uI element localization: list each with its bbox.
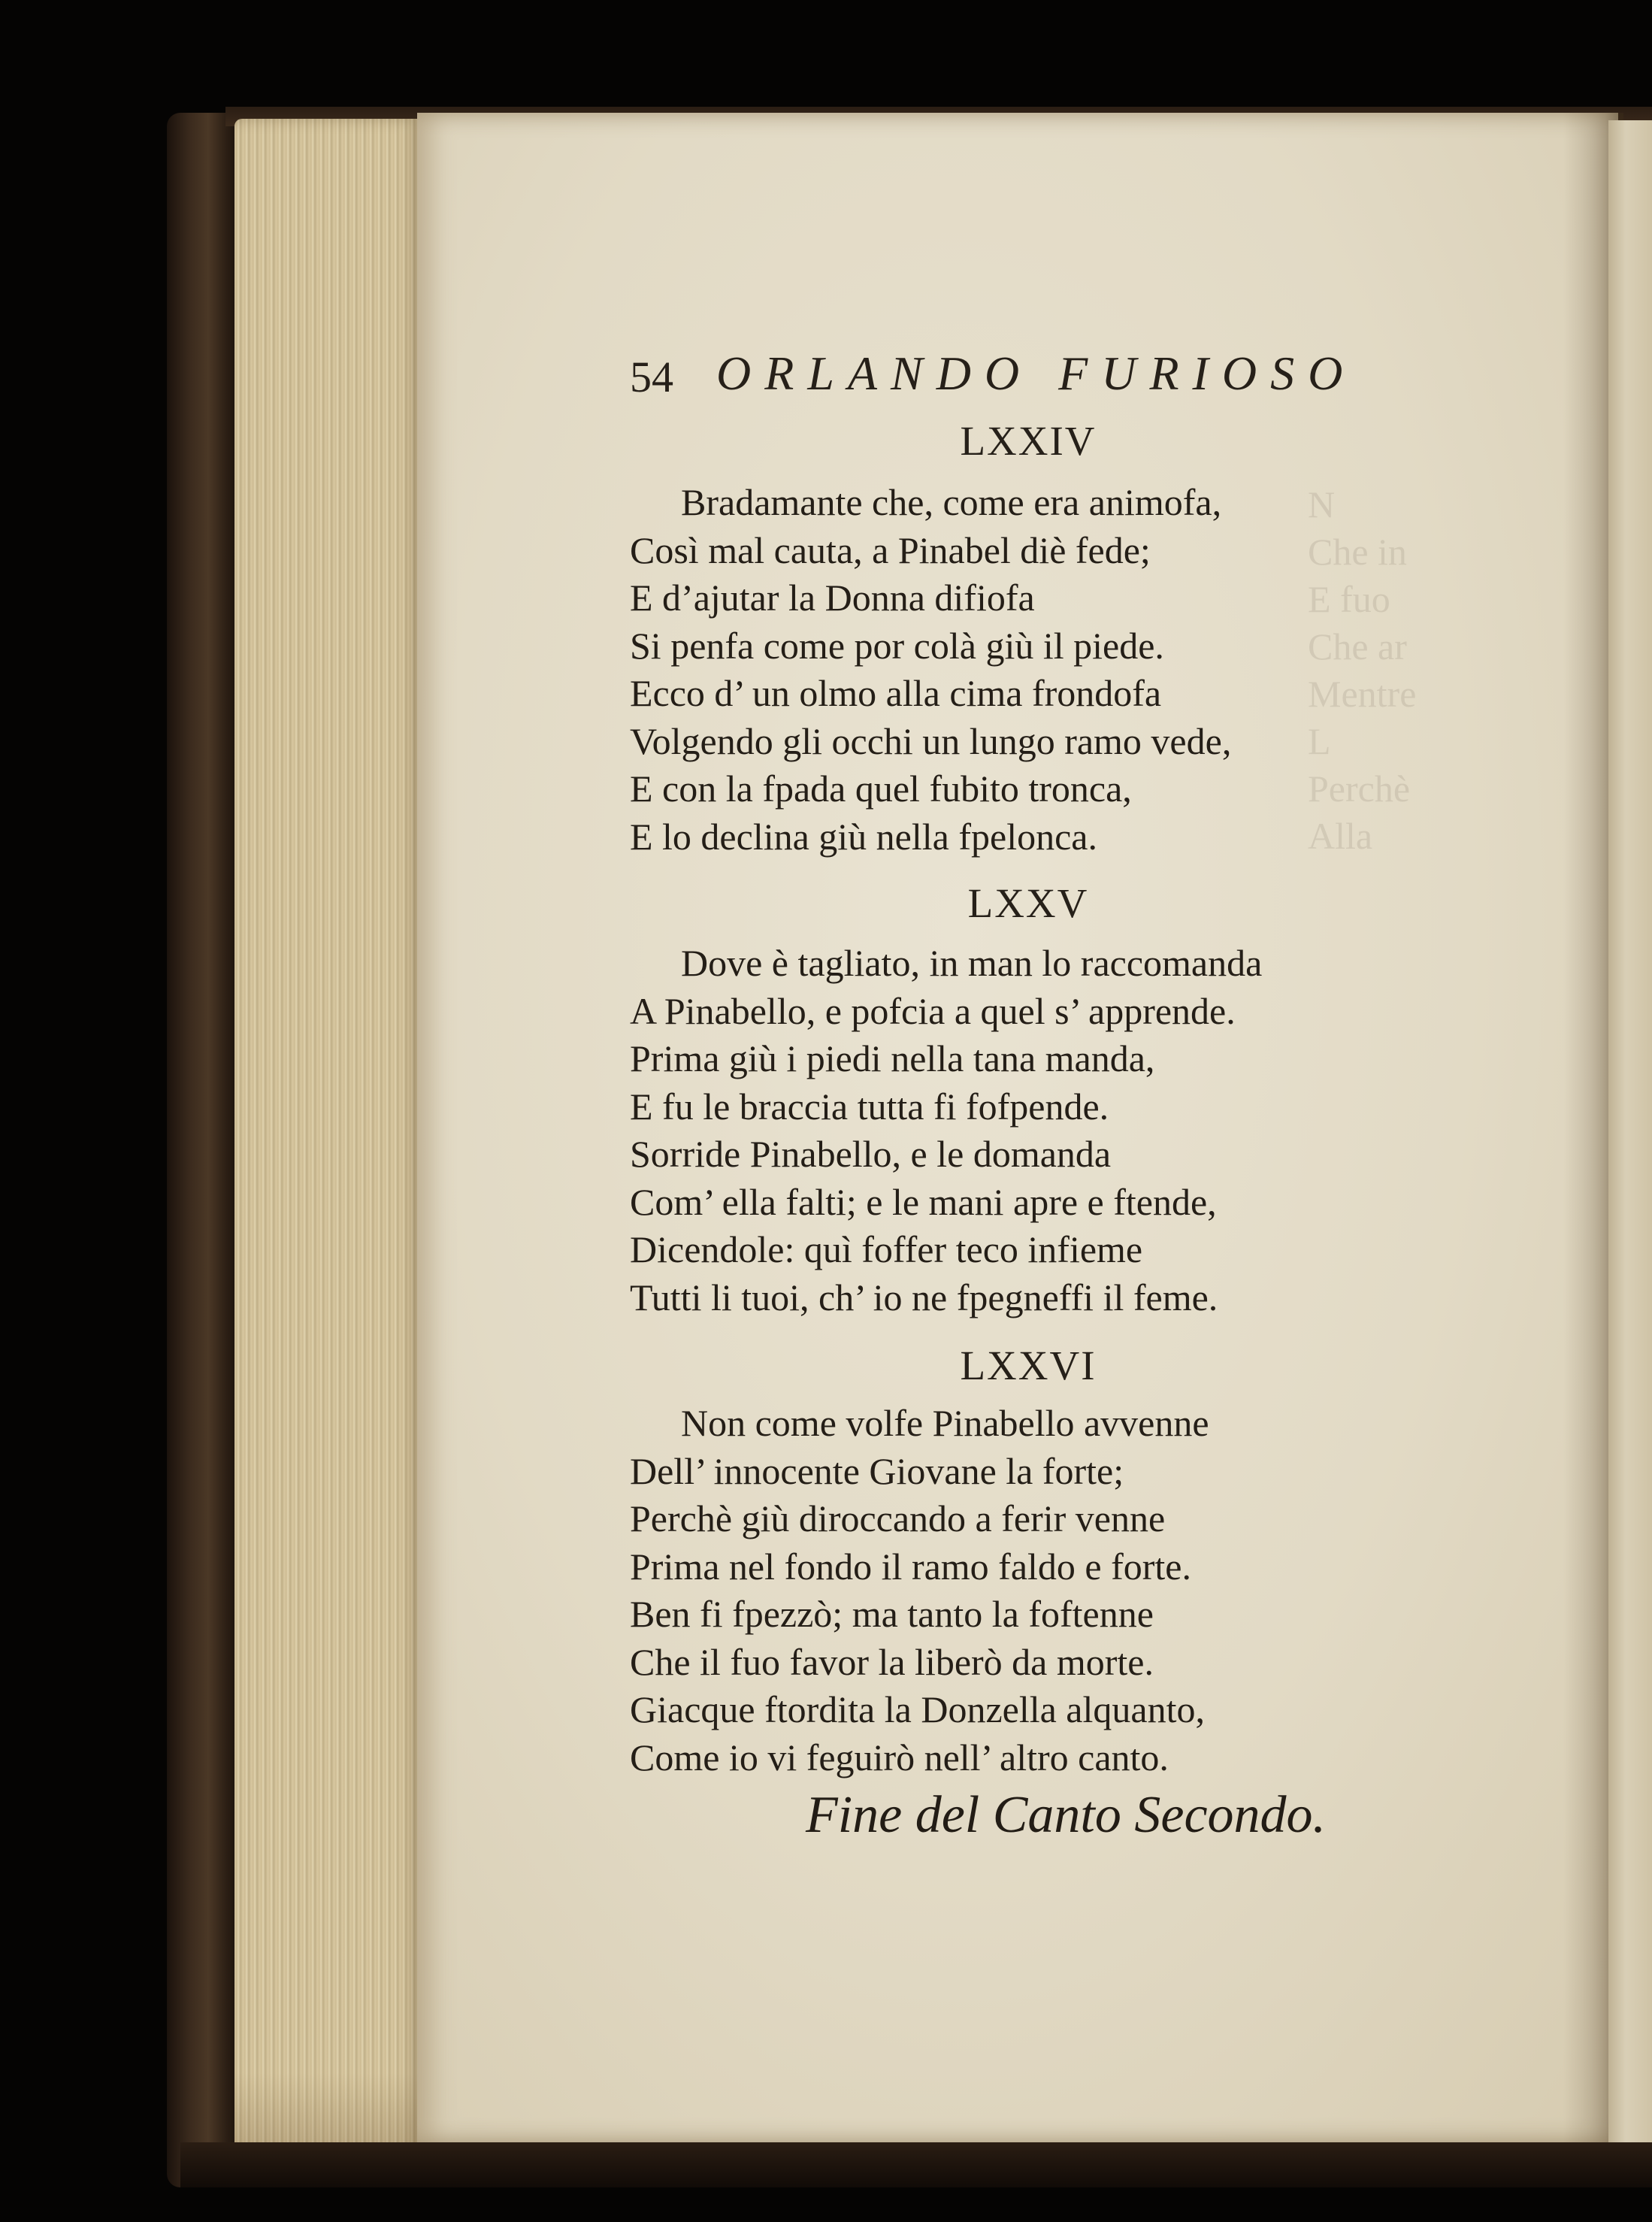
- stanza-verse: [630, 479, 1502, 861]
- verse-line: Giacque ftordita la Donzella alquanto,: [630, 1688, 1205, 1730]
- leather-binding: [167, 113, 242, 2187]
- verse-line: Perchè giù diroccando a ferir venne: [630, 1497, 1166, 1539]
- verse-line: Si penfa come por colà giù il piede.: [630, 624, 1164, 667]
- verse-line: Così mal cauta, a Pinabel diè fede;: [630, 528, 1151, 571]
- verse-line: E con la fpada quel fubito tronca,: [630, 767, 1132, 810]
- verse-line: Bradamante che, come era animofa,: [681, 481, 1222, 523]
- facing-page-sliver: [1608, 120, 1652, 2142]
- page-block-edges: [234, 119, 421, 2163]
- verse-line: Dove è tagliato, in man lo raccomanda: [681, 942, 1263, 984]
- running-title: ORLANDO FURIOSO: [716, 347, 1357, 400]
- verse-line: E fu le braccia tutta fi fofpende.: [630, 1085, 1109, 1128]
- verse-line: Ben fi fpezzò; ma tanto la foftenne: [630, 1593, 1154, 1635]
- verse-line: Com’ ella falti; e le mani apre e ftende,: [630, 1180, 1217, 1223]
- show-through-texture: N Che in E fuo Che ar Mentre L Perchè Alla: [1308, 483, 1417, 857]
- colophon: Fine del Canto Secondo.: [805, 1786, 1327, 1844]
- verse-line: Sorride Pinabello, e le domanda: [630, 1133, 1112, 1175]
- verse-line: E lo declina giù nella fpelonca.: [630, 815, 1097, 858]
- verse-line: Ecco d’ un olmo alla cima frondofa: [630, 672, 1162, 714]
- verse-line: Dicendole: quì foffer teco infieme: [630, 1228, 1143, 1270]
- verse-line: A Pinabello, e pofcia a quel s’ apprende.: [630, 989, 1236, 1032]
- verse-line: E d’ajutar la Donna difiofa: [630, 577, 1035, 619]
- verse-line: Prima nel fondo il ramo faldo e forte.: [630, 1545, 1191, 1588]
- verse-line: Prima giù i piedi nella tana manda,: [630, 1037, 1155, 1079]
- verse-line: Come io vi feguirò nell’ altro canto.: [630, 1736, 1169, 1779]
- running-header: [630, 346, 1427, 406]
- stanza-verse: [630, 940, 1502, 1321]
- stanza-number: LXXV: [967, 880, 1089, 926]
- stanza-number: LXXIV: [960, 418, 1097, 464]
- binding-bottom-edge: [180, 2142, 1652, 2187]
- verse-line: Volgendo gli occhi un lungo ramo vede,: [630, 719, 1232, 762]
- verse-line: Non come volfe Pinabello avvenne: [681, 1402, 1209, 1444]
- stanza-number: LXXVI: [960, 1343, 1097, 1388]
- verse-line: Dell’ innocente Giovane la forte;: [630, 1449, 1124, 1492]
- verse-line: Che il fuo favor la liberò da morte.: [630, 1640, 1154, 1683]
- verse-line: Tutti li tuoi, ch’ io ne fpegneffi il feme.: [630, 1276, 1218, 1318]
- page-number: 54: [630, 353, 673, 401]
- stanza-verse: [630, 1400, 1502, 1782]
